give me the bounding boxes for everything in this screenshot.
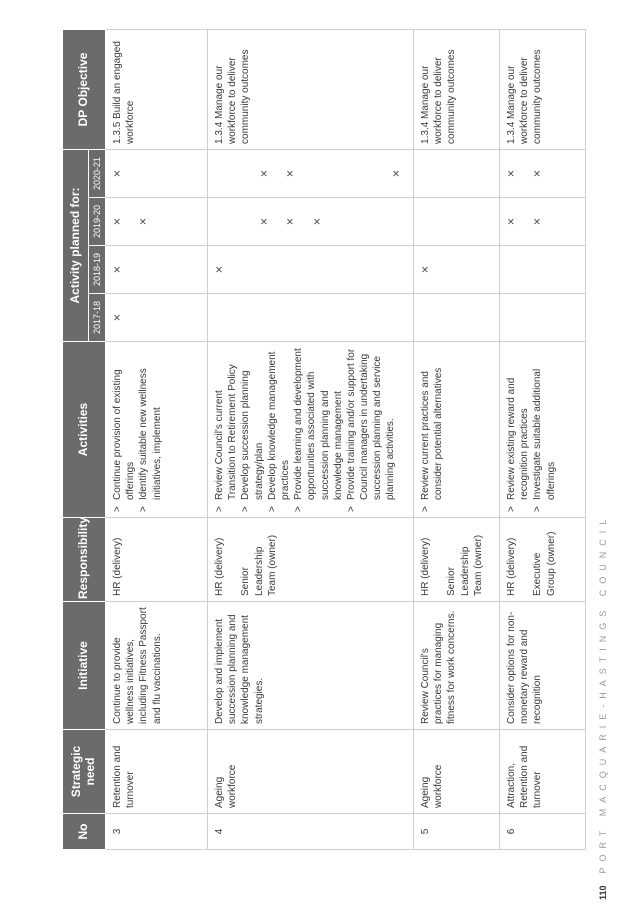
header-no: No <box>63 814 106 850</box>
planned-mark: × <box>506 169 517 178</box>
table-row <box>208 29 414 849</box>
table-row <box>414 29 500 849</box>
plan-cell <box>106 294 208 342</box>
dp-objective: 1.3.4 Manage our workforce to deliver community outcomes <box>414 29 500 149</box>
strategic-need: Ageing workforce <box>208 730 414 814</box>
activity-item: > Develop succession planning strategy/plan <box>239 347 265 512</box>
table-row <box>500 29 586 849</box>
activity-item: > Continue provision of existing offerings <box>111 347 137 512</box>
activity-item: > Review existing reward and recognition practices <box>505 347 531 512</box>
page-footer <box>598 514 608 900</box>
header-activities: Activities <box>63 342 106 518</box>
plan-cell <box>208 294 414 342</box>
table-row <box>106 29 208 849</box>
row-number: 5 <box>414 814 500 850</box>
responsibility-line: HR (delivery) <box>420 537 431 596</box>
activity-item: > Review current practices and consider potential alternatives <box>419 347 445 512</box>
strategic-need: Attraction, Retention and turnover <box>500 730 586 814</box>
plan-cell <box>208 198 414 246</box>
responsibility-line: HR (delivery) <box>112 537 123 596</box>
strategic-need: Ageing workforce <box>414 730 500 814</box>
page-number: 110 <box>598 885 608 900</box>
planned-mark: × <box>112 217 123 226</box>
plan-cell <box>414 294 500 342</box>
planned-mark: × <box>285 169 297 178</box>
plan-cell <box>106 198 208 246</box>
responsibility <box>500 518 586 602</box>
header-activity-planned: Activity planned for: <box>63 149 89 341</box>
header-year: 2020-21 <box>89 149 106 197</box>
header-dp-objective: DP Objective <box>63 29 106 149</box>
responsibility-line: Senior Leadership Team (owner) <box>240 534 278 596</box>
row-number: 6 <box>500 814 586 850</box>
initiative: Consider options for non-monetary reward and recognition <box>500 602 586 730</box>
responsibility-line: Executive Group (owner) <box>532 531 557 596</box>
activity-item: > Develop knowledge management practices <box>266 347 292 512</box>
header-responsibility: Responsibility <box>63 518 106 602</box>
plan-cell <box>208 246 414 294</box>
plan-cell <box>500 198 586 246</box>
plan-cell <box>106 149 208 197</box>
dp-objective: 1.3.4 Manage our workforce to deliver community outcomes <box>500 29 586 149</box>
header-initiative: Initiative <box>63 602 106 730</box>
plan-cell <box>500 294 586 342</box>
plan-cell <box>208 149 414 197</box>
activity-item: > Provide training and/or support for Council managers in undertaking succession planning and service planning activities. <box>345 347 398 512</box>
planned-mark: × <box>112 313 123 322</box>
planned-mark: × <box>532 217 544 226</box>
dp-objective: 1.3.5 Build an engaged workforce <box>106 29 208 149</box>
header-year: 2019-20 <box>89 198 106 246</box>
planned-mark: × <box>112 169 123 178</box>
plan-cell <box>500 149 586 197</box>
activities <box>106 342 208 518</box>
responsibility <box>414 518 500 602</box>
activity-item: > Investigate suitable additional offerings <box>531 347 557 512</box>
responsibility-line: HR (delivery) <box>214 537 225 596</box>
responsibility-line: Senior Leadership Team (owner) <box>446 534 484 596</box>
strategic-need: Retention and turnover <box>106 730 208 814</box>
workforce-plan-table <box>62 29 586 850</box>
header-year: 2017-18 <box>89 294 106 342</box>
planned-mark: × <box>420 265 431 274</box>
planned-mark: × <box>506 217 517 226</box>
header-strategic-need: Strategic need <box>63 730 106 814</box>
plan-cell <box>106 246 208 294</box>
responsibility <box>106 518 208 602</box>
running-title: PORT MACQUARIE-HASTINGS COUNCIL <box>598 513 608 874</box>
activities <box>208 342 414 518</box>
plan-cell <box>414 246 500 294</box>
planned-mark: × <box>311 217 323 226</box>
planned-mark: × <box>532 169 544 178</box>
planned-mark: × <box>214 265 225 274</box>
planned-mark: × <box>259 169 270 178</box>
header-year: 2018-19 <box>89 246 106 294</box>
plan-cell <box>500 246 586 294</box>
planned-mark: × <box>390 169 402 178</box>
planned-mark: × <box>259 217 270 226</box>
responsibility-line: HR (delivery) <box>506 537 517 596</box>
row-number: 4 <box>208 814 414 850</box>
responsibility <box>208 518 414 602</box>
planned-mark: × <box>138 217 150 226</box>
plan-cell <box>414 149 500 197</box>
initiative: Continue to provide wellness initiatives, including Fitness Passport and flu vaccinations. <box>106 602 208 730</box>
activity-item: > Review Council's current Transition to Retirement Policy <box>213 347 239 512</box>
activities <box>414 342 500 518</box>
activity-item: > Identify suitable new wellness initiatives, implement <box>137 347 163 512</box>
row-number: 3 <box>106 814 208 850</box>
plan-cell <box>414 198 500 246</box>
planned-mark: × <box>285 217 297 226</box>
planned-mark: × <box>112 265 123 274</box>
activity-item: > Provide learning and development opportunities associated with succession planning and knowledge management <box>292 347 345 512</box>
activities <box>500 342 586 518</box>
initiative: Develop and implement succession planning and knowledge management strategies. <box>208 602 414 730</box>
initiative: Review Council's practices for managing fitness for work concerns. <box>414 602 500 730</box>
dp-objective: 1.3.4 Manage our workforce to deliver community outcomes <box>208 29 414 149</box>
